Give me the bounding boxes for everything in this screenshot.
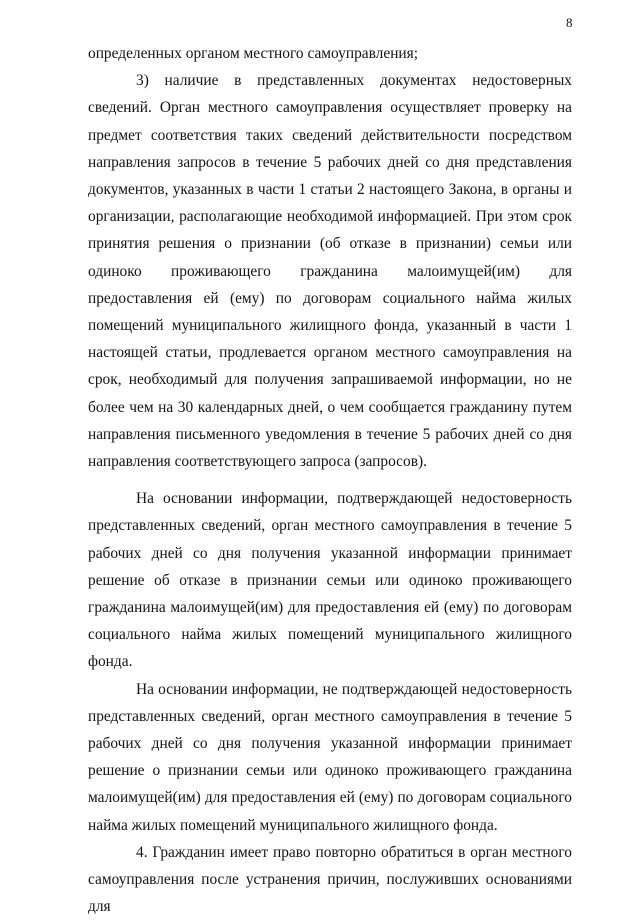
paragraph-confirming-inaccuracy: На основании информации, подтверждающей недостоверность представленных сведений, орган местного самоуправления в течение 5 рабочих дней со дня получения указанной информации принимает решение об отказе в признании семьи или одиноко проживающего гражданина малоимущей(им) для предоставления ей (ему) по договорам социального найма жилых помещений муниципального жилищного фонда.	[88, 490, 572, 671]
paragraph-not-confirming-inaccuracy: На основании информации, не подтверждающей недостоверность представленных сведений, орган местного самоуправления в течение 5 рабочих дней со дня получения указанной информации принимает решение о признании семьи или одиноко проживающего гражданина малоимущей(им) для предоставления ей (ему) по договорам социального найма жилых помещений муниципального жилищного фонда.	[88, 680, 572, 834]
page-number: 8	[566, 15, 573, 30]
paragraph-item-4: 4. Гражданин имеет право повторно обратиться в орган местного самоуправления после устранения причин, послуживших основаниями для	[88, 843, 572, 916]
paragraph-item-3: 3) наличие в представленных документах недостоверных сведений. Орган местного самоуправления осуществляет проверку на предмет соответствия таких сведений действительности посредством направления запросов в течение 5 рабочих дней со дня представления документов, указанных в части 1 статьи 2 настоящего Закона, в органы и организации, располагающие необходимой информацией. При этом срок принятия решения о признании (об отказе в признании) семьи или одиноко проживающего гражданина малоимущей(им) для предоставления ей (ему) по договорам социального найма жилых помещений муниципального жилищного фонда, указанный в части 1 настоящей статьи, продлевается органом местного самоуправления на срок, необходимый для получения запрашиваемой информации, но не более чем на 30 календарных дней, о чем сообщается гражданину путем направления письменного уведомления в течение 5 рабочих дней со дня направления соответствующего запроса (запросов).	[88, 72, 572, 471]
document-body	[88, 40, 572, 921]
paragraph-continuation: определенных органом местного самоуправления;	[88, 45, 419, 62]
